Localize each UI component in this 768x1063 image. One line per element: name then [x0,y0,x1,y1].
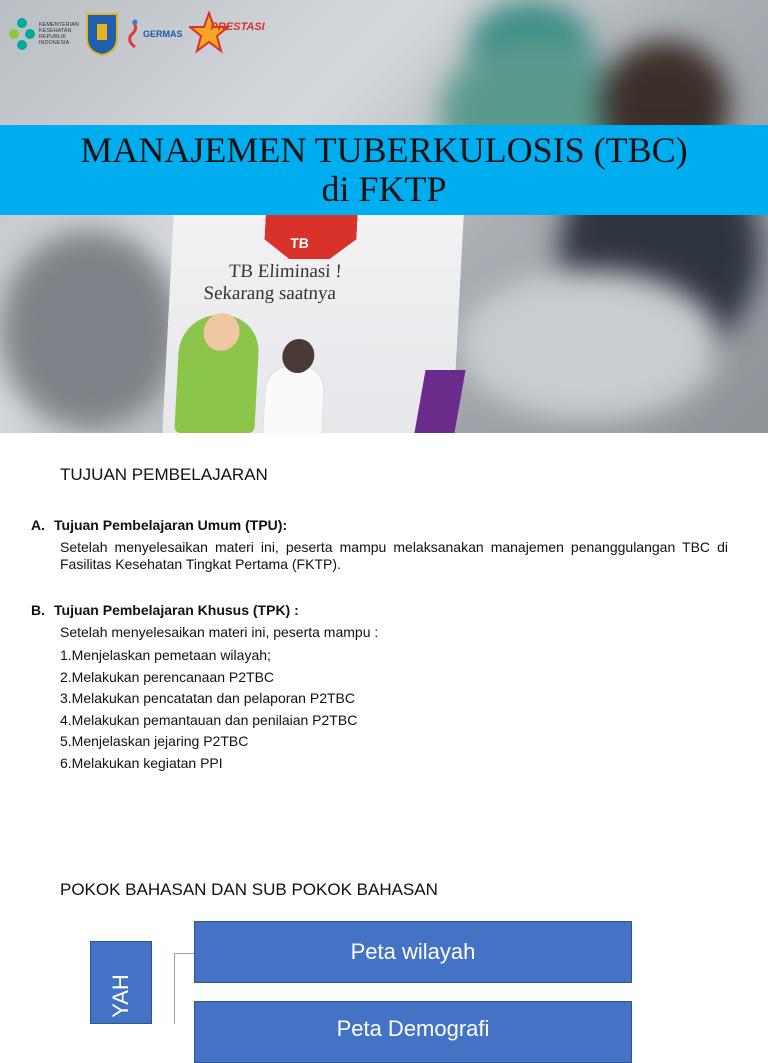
hero-image [0,0,768,433]
stop-tb-banner [162,215,463,433]
list-item: 5.Menjelaskan jejaring P2TBC [60,733,249,749]
kemenkes-logo [8,16,79,52]
kemenkes-logo-text: KEMENTERIAN KESEHATAN REPUBLIK INDONESIA [39,22,79,46]
list-item: 6.Melakukan kegiatan PPI [60,754,223,771]
list-item: 3.Melakukan pencatatan dan pelaporan P2TBC [60,690,355,706]
germas-logo [125,19,183,49]
banner-line-2: Sekarang saatnya [203,283,337,304]
logo-strip [8,8,263,60]
tpk-intro: Setelah menyelesaikan materi ini, peserta mampu : [60,624,379,640]
desk-papers [460,270,720,420]
tpk-heading [31,602,299,618]
topics-title: POKOK BAHASAN DAN SUB POKOK BAHASAN [60,880,438,899]
list-item: 1.Menjelaskan pemetaan wilayah; [60,647,271,663]
banner-line-1: TB Eliminasi ! [228,261,343,282]
subtopic-box-peta-demografi [194,1001,632,1063]
germas-figure-icon [125,19,141,49]
banner-tb-text: TB [289,235,310,251]
title-band [0,125,768,215]
subtopic-label: Peta Demografi [336,1016,490,1041]
diagram-connector-vertical [174,953,175,1024]
illustration-child-body [262,365,326,433]
tpu-letter: A. [31,517,45,533]
east-java-emblem-icon [85,12,119,56]
stop-sign-shape [263,215,357,259]
list-item: 4.Melakukan pemantauan dan penilaian P2TBC [60,711,358,728]
tpk-list [60,645,357,774]
prestasi-star-icon [189,11,229,57]
topic-vertical-box [90,941,152,1024]
background-shadow [0,230,180,430]
tpu-heading [31,517,287,533]
tpk-heading-text: Tujuan Pembelajaran Khusus (TPK) : [54,602,299,618]
tpu-heading-text: Tujuan Pembelajaran Umum (TPU): [54,517,288,533]
page-title-line-2: di FKTP [321,169,447,209]
subtopic-box-peta-wilayah [194,921,632,983]
tpu-text: Setelah menyelesaikan materi ini, peserta mampu melaksanakan manajemen penanggulangan TBC di Fasilitas Kesehatan Tingkat Pertama (FKTP). [60,539,728,572]
tpk-letter: B. [31,602,45,618]
list-item: 2.Melakukan perencanaan P2TBC [60,668,275,685]
subtopic-label: Peta wilayah [350,939,476,964]
prestasi-logo [189,11,263,57]
prestasi-logo-text: PRESTASI [210,21,265,33]
page-title-line-1: MANAJEMEN TUBERKULOSIS (TBC) [80,130,688,170]
topic-vertical-label: YAH [108,974,133,1018]
diagram-connector-horizontal [174,953,194,954]
germas-logo-text: GERMAS [143,29,183,39]
learning-objectives-title: TUJUAN PEMBELAJARAN [60,465,268,484]
kemenkes-leaf-icon [8,16,36,52]
